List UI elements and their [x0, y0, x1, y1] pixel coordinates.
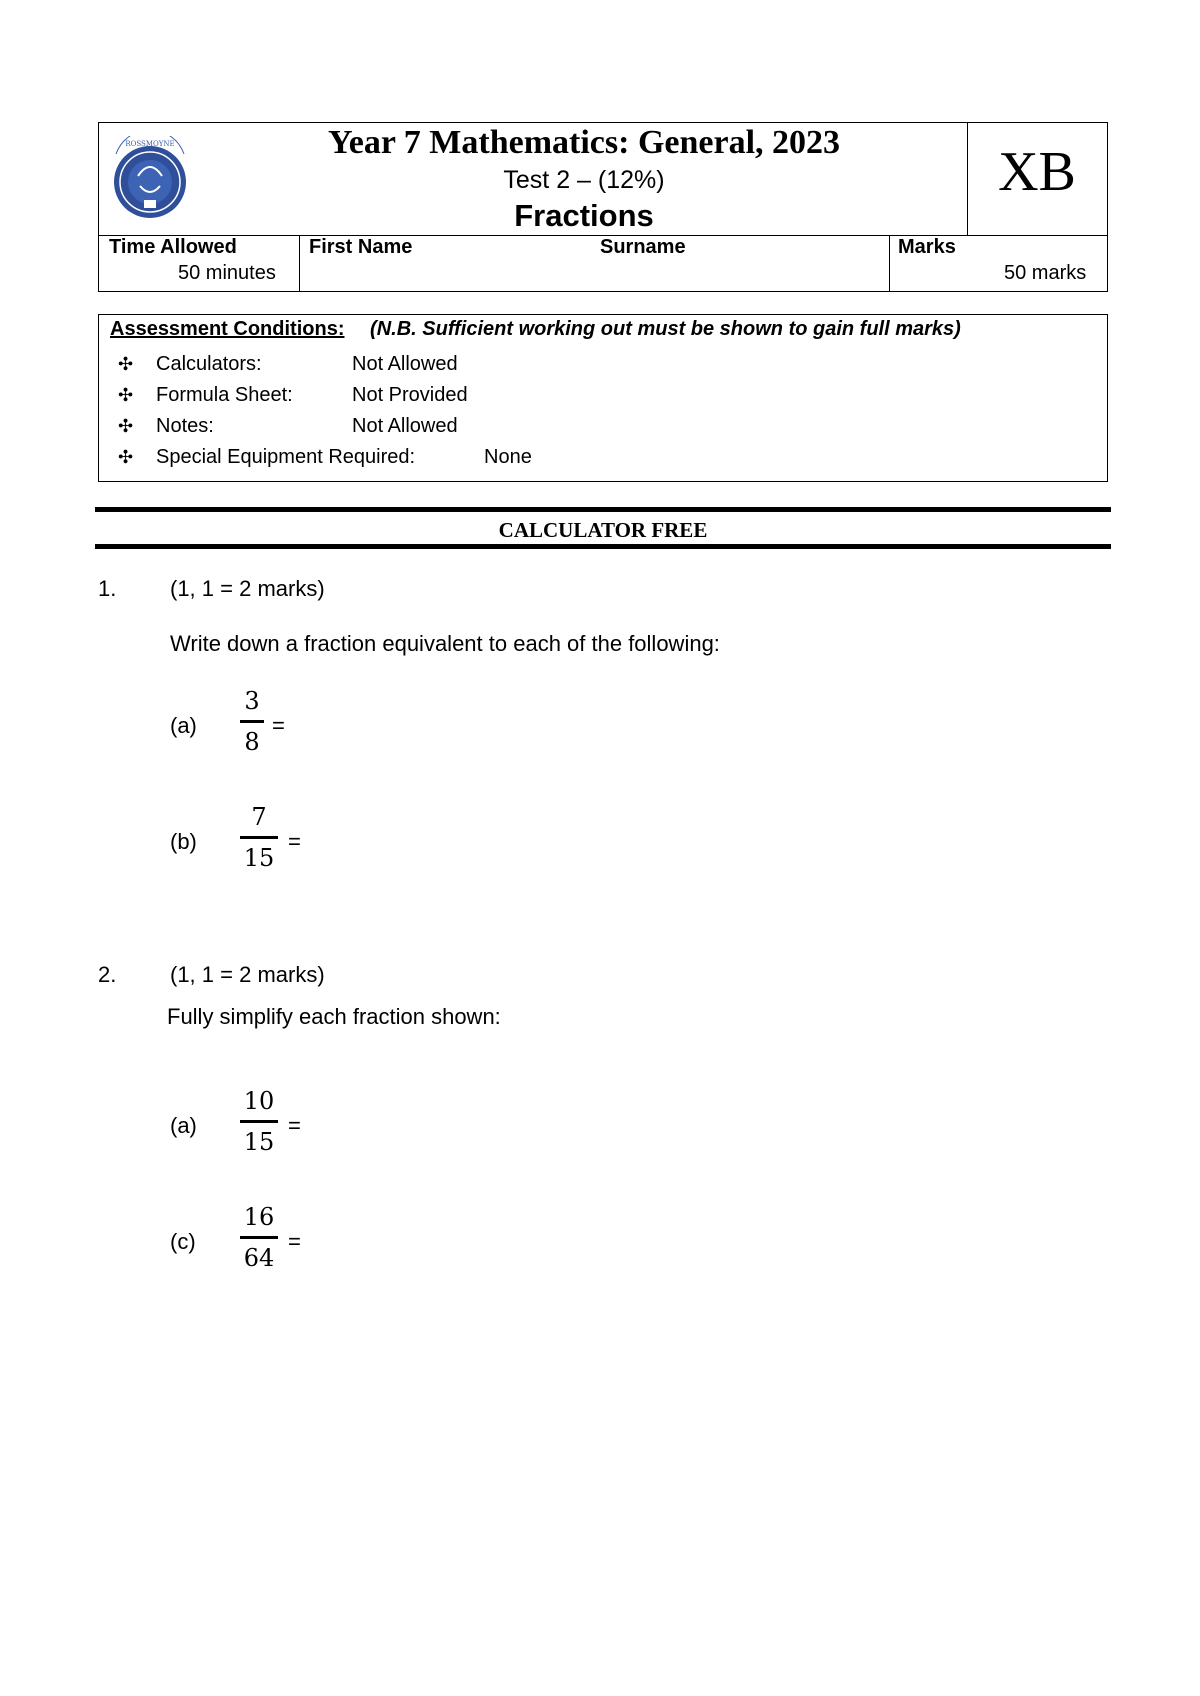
exam-subtitle: Test 2 – (12%)	[503, 166, 665, 194]
part-label: (a)	[170, 1113, 197, 1138]
fraction	[240, 1202, 278, 1273]
fraction	[240, 1086, 278, 1157]
question-number: 1.	[98, 576, 117, 601]
cell-divider	[889, 235, 890, 291]
time-allowed-label: Time Allowed	[109, 236, 237, 258]
part-label: (a)	[170, 713, 197, 738]
bullet-icon: ✣	[118, 354, 134, 374]
equals-sign: =	[288, 1113, 301, 1138]
assessment-conditions-heading	[110, 318, 961, 341]
bullet-icon: ✣	[118, 447, 134, 467]
fraction-numerator: 3	[244, 687, 260, 715]
surname-label: Surname	[600, 236, 686, 258]
equals-sign: =	[288, 1229, 301, 1254]
fraction-bar	[240, 1120, 278, 1123]
bullet-icon: ✣	[118, 416, 134, 436]
condition-value: Not Allowed	[352, 415, 458, 437]
condition-value: Not Allowed	[352, 353, 458, 375]
time-allowed-value: 50 minutes	[178, 262, 276, 284]
cell-divider	[299, 235, 300, 291]
first-name-label: First Name	[309, 236, 413, 258]
fraction-bar	[240, 1236, 278, 1239]
fraction	[240, 802, 278, 873]
school-crest-logo	[110, 136, 190, 222]
question-marks: (1, 1 = 2 marks)	[170, 962, 325, 987]
fraction-denominator: 15	[243, 844, 275, 872]
condition-value: None	[484, 446, 532, 468]
exam-topic: Fractions	[514, 198, 654, 233]
question-prompt: Fully simplify each fraction shown:	[167, 1004, 501, 1029]
fraction-numerator: 7	[251, 803, 267, 831]
section-title: CALCULATOR FREE	[498, 518, 708, 542]
condition-label: Formula Sheet:	[156, 384, 293, 406]
condition-value: Not Provided	[352, 384, 468, 406]
conditions-note: (N.B. Sufficient working out must be shown to gain full marks)	[370, 318, 961, 340]
section-rule-bottom	[95, 544, 1111, 549]
equals-sign: =	[288, 829, 301, 854]
equals-sign: =	[272, 713, 285, 738]
part-label: (b)	[170, 829, 197, 854]
marks-value: 50 marks	[1004, 262, 1087, 284]
condition-label: Calculators:	[156, 353, 262, 375]
fraction-numerator: 16	[243, 1203, 275, 1231]
fraction-denominator: 64	[243, 1244, 275, 1272]
part-label: (c)	[170, 1229, 196, 1254]
svg-text:ROSSMOYNE: ROSSMOYNE	[125, 140, 175, 148]
marks-label: Marks	[898, 236, 956, 258]
fraction-denominator: 8	[244, 728, 260, 756]
question-marks: (1, 1 = 2 marks)	[170, 576, 325, 601]
conditions-title: Assessment Conditions:	[110, 318, 345, 340]
fraction-bar	[240, 836, 278, 839]
fraction-numerator: 10	[243, 1087, 275, 1115]
condition-label: Notes:	[156, 415, 214, 437]
question-number: 2.	[98, 962, 117, 987]
condition-label: Special Equipment Required:	[156, 446, 416, 468]
exam-code: XB	[998, 141, 1076, 203]
exam-title: Year 7 Mathematics: General, 2023	[327, 124, 841, 161]
question-prompt: Write down a fraction equivalent to each of the following:	[170, 631, 720, 656]
fraction-bar	[240, 720, 264, 723]
section-rule-top	[95, 507, 1111, 512]
fraction-denominator: 15	[243, 1128, 275, 1156]
bullet-icon: ✣	[118, 385, 134, 405]
fraction	[240, 686, 264, 757]
